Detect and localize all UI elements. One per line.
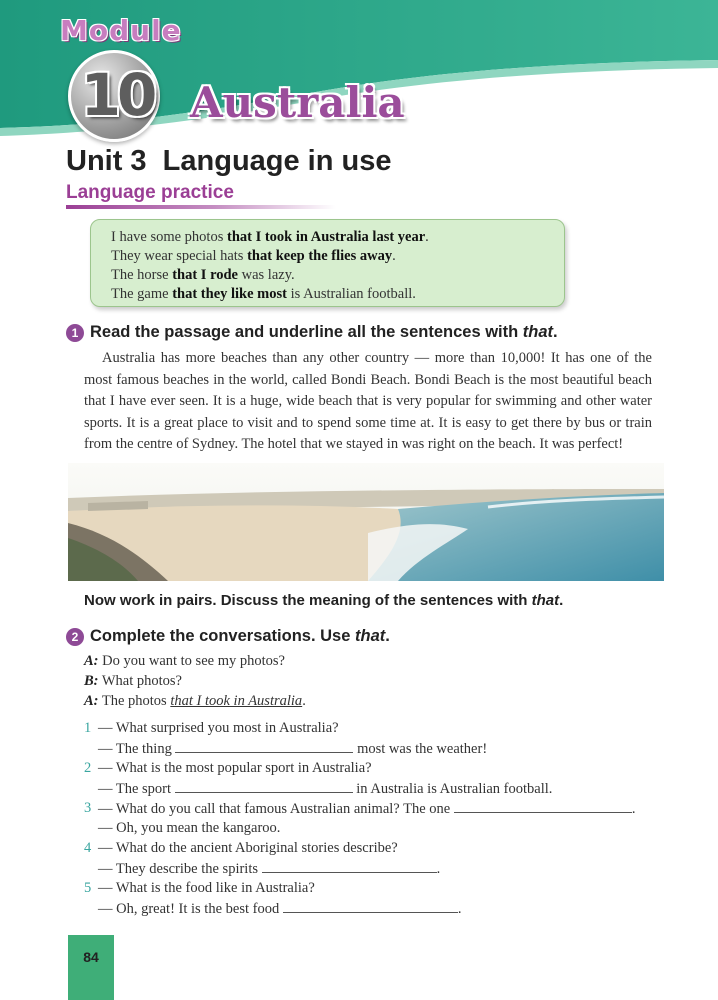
exercise-title-text: . (385, 627, 390, 645)
exercise-number-badge: 2 (66, 628, 84, 646)
page-header (0, 0, 718, 150)
example-line (84, 693, 306, 710)
module-number-badge (68, 50, 160, 142)
example-answer: that I took in Australia (170, 693, 303, 709)
unit-heading: Unit 3 Language in use (66, 145, 392, 177)
answer-text: — They describe the spirits (98, 861, 262, 877)
page-number-tab (68, 935, 114, 1000)
answer-blank[interactable] (283, 900, 458, 913)
item-number: 2 (84, 760, 92, 776)
exercise-2-title (66, 627, 390, 646)
answer-text: . (457, 901, 462, 917)
exercise-title-text: Read the passage and underline all the sentences with (90, 323, 523, 341)
answer-text: — The thing (98, 741, 176, 757)
answer-blank[interactable] (262, 860, 437, 873)
grammar-line (111, 247, 564, 266)
instruction-text: . (559, 592, 564, 609)
answer-blank[interactable] (175, 740, 353, 753)
answer-line (98, 740, 487, 758)
exercise-title-text: Complete the conversations. Use (90, 627, 355, 645)
exercise-title-text: . (553, 323, 558, 341)
question-line: — What is the most popular sport in Australia? (98, 760, 372, 776)
grammar-line (111, 266, 564, 285)
item-number: 5 (84, 880, 92, 896)
instruction-text: Now work in pairs. Discuss the meaning of the sentences with (84, 592, 532, 609)
question-text: . (631, 801, 636, 817)
answer-text: most was the weather! (353, 741, 488, 757)
question-line: — What is the food like in Australia? (98, 880, 315, 896)
example-text: . (302, 693, 306, 709)
grammar-highlight: that I rode (172, 267, 238, 283)
exercise-title-emphasis: that (355, 627, 386, 645)
answer-line: — Oh, you mean the kangaroo. (98, 820, 281, 836)
answer-blank[interactable] (454, 800, 632, 813)
grammar-box (90, 219, 565, 307)
example-line (84, 673, 182, 690)
answer-text: in Australia is Australian football. (352, 781, 553, 797)
speaker-label: A: (84, 653, 99, 669)
grammar-text: They wear special hats (111, 248, 248, 264)
answer-line (98, 860, 440, 878)
example-line (84, 653, 285, 670)
grammar-highlight: that they like most (172, 286, 287, 302)
exercise-1-title (66, 323, 558, 342)
question-text: — What do you call that famous Australian animal? The one (98, 801, 454, 817)
grammar-text: I have some photos (111, 229, 227, 245)
answer-line (98, 900, 461, 918)
grammar-text: was lazy. (238, 267, 295, 283)
module-number: 10 (80, 61, 154, 129)
question-line: — What surprised you most in Australia? (98, 720, 339, 736)
answer-blank[interactable] (175, 780, 353, 793)
item-number: 4 (84, 840, 92, 856)
page-number: 84 (83, 949, 99, 965)
grammar-text: . (425, 229, 429, 245)
item-number: 3 (84, 800, 92, 816)
section-label: Language practice (66, 182, 234, 203)
speaker-label: A: (84, 693, 99, 709)
pair-work-instruction (84, 592, 563, 609)
example-text: Do you want to see my photos? (98, 653, 285, 669)
instruction-emphasis: that (531, 592, 560, 609)
grammar-text: The game (111, 286, 173, 302)
answer-text: . (436, 861, 441, 877)
module-title: Australia (190, 78, 405, 127)
example-text: The photos (98, 693, 171, 709)
answer-text: — The sport (98, 781, 175, 797)
module-word: Module (60, 14, 182, 47)
question-line: — What do the ancient Aboriginal stories describe? (98, 840, 398, 856)
bondi-beach-photo (68, 463, 664, 581)
speaker-label: B: (84, 673, 99, 689)
question-line (98, 800, 635, 818)
answer-text: — Oh, great! It is the best food (98, 901, 283, 917)
grammar-text: is Australian football. (287, 286, 416, 302)
section-label-underline (66, 205, 336, 209)
item-number: 1 (84, 720, 92, 736)
grammar-text: . (392, 248, 396, 264)
example-text: What photos? (98, 673, 182, 689)
grammar-line (111, 228, 564, 247)
answer-line (98, 780, 552, 798)
grammar-line (111, 285, 564, 304)
grammar-highlight: that I took in Australia last year (226, 229, 426, 245)
grammar-highlight: that keep the flies away (247, 248, 393, 264)
exercise-number-badge: 1 (66, 324, 84, 342)
exercise-title-emphasis: that (522, 323, 554, 341)
reading-passage: Australia has more beaches than any other country — more than 10,000! It has one of the most famous beaches in the world, called Bondi Beach. Bondi Beach is the most beautiful beach that I have ever seen. It is a huge, wide beach that is very popular for swimming and other water sports. It is a great place to visit and to spend some time at. It is easy to get there by bus or train from the centre of Sydney. The hotel that we stayed in was right on the beach. It was perfect! (84, 350, 652, 452)
grammar-text: The horse (111, 267, 173, 283)
